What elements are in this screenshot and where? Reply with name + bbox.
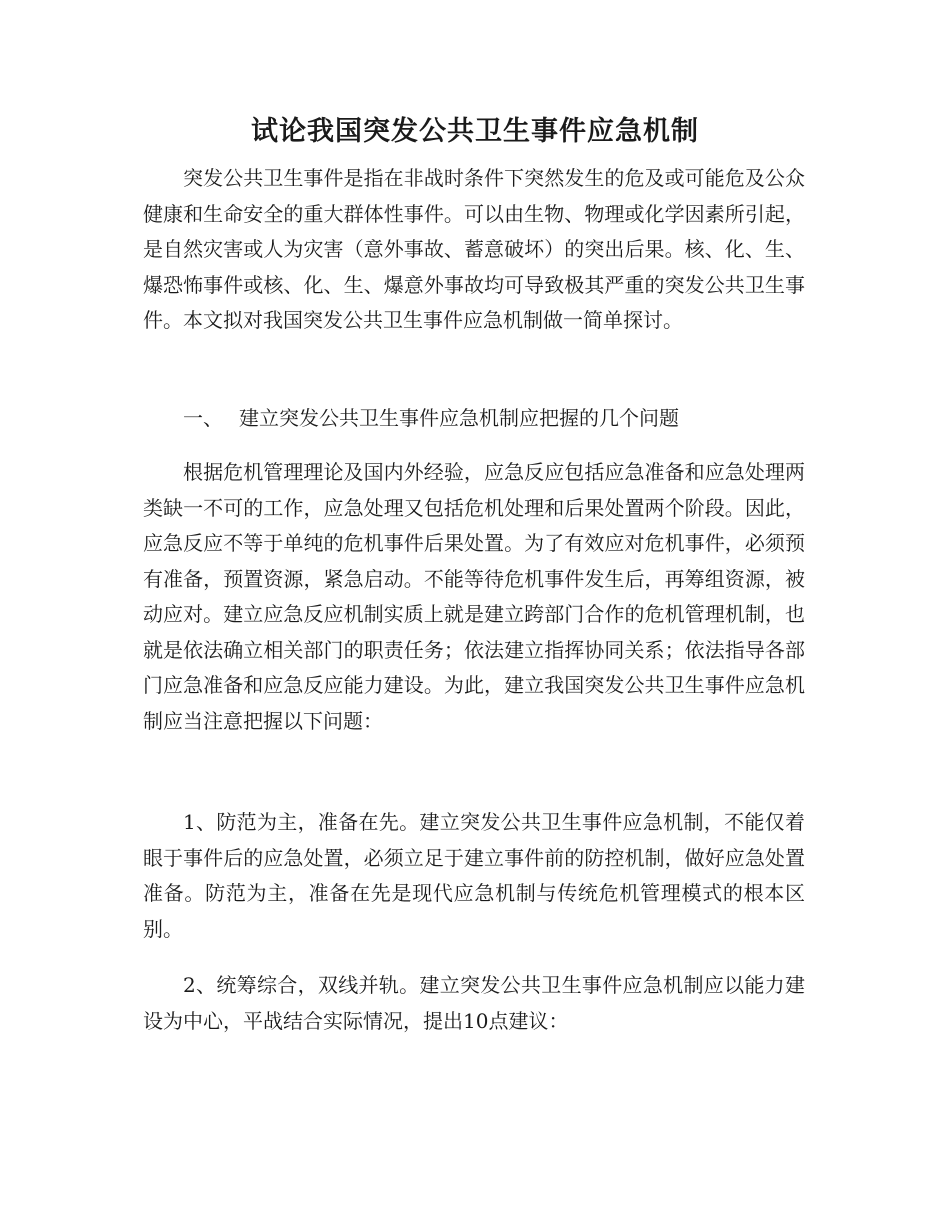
section-number: 一、 — [183, 406, 223, 430]
point-2-paragraph: 2、统筹综合，双线并轨。建立突发公共卫生事件应急机制应以能力建设为中心，平战结合实际情况，提出10点建议： — [143, 973, 805, 1033]
section-body-paragraph: 根据危机管理理论及国内外经验，应急反应包括应急准备和应急处理两类缺一不可的工作，应急处理又包括危机处理和后果处置两个阶段。因此，应急反应不等于单纯的危机事件后果处置。为了有效应对危机事件，必须预有准备，预置资源，紧急启动。不能等待危机事件发生后，再筹组资源，被动应对。建立应急反应机制实质上就是建立跨部门合作的危机管理机制，也就是依法确立相关部门的职责任务；依法建立指挥协同关系；依法指导各部门应急准备和应急反应能力建设。为此，建立我国突发公共卫生事件应急机制应当注意把握以下问题： — [143, 460, 805, 733]
document-title: 试论我国突发公共卫生事件应急机制 — [251, 116, 699, 147]
intro-paragraph: 突发公共卫生事件是指在非战时条件下突然发生的危及或可能危及公众健康和生命安全的重大群体性事件。可以由生物、物理或化学因素所引起，是自然灾害或人为灾害（意外事故、蓄意破坏）的突出后果。核、化、生、爆恐怖事件或核、化、生、爆意外事故均可导致极其严重的突发公共卫生事件。本文拟对我国突发公共卫生事件应急机制做一简单探讨。 — [143, 166, 805, 332]
section-heading — [143, 401, 805, 437]
point-1-paragraph: 1、防范为主，准备在先。建立突发公共卫生事件应急机制，不能仅着眼于事件后的应急处置，必须立足于建立事件前的防控机制，做好应急处置准备。防范为主，准备在先是现代应急机制与传统危机管理模式的根本区别。 — [143, 810, 805, 941]
section-heading-text: 建立突发公共卫生事件应急机制应把握的几个问题 — [239, 406, 679, 430]
